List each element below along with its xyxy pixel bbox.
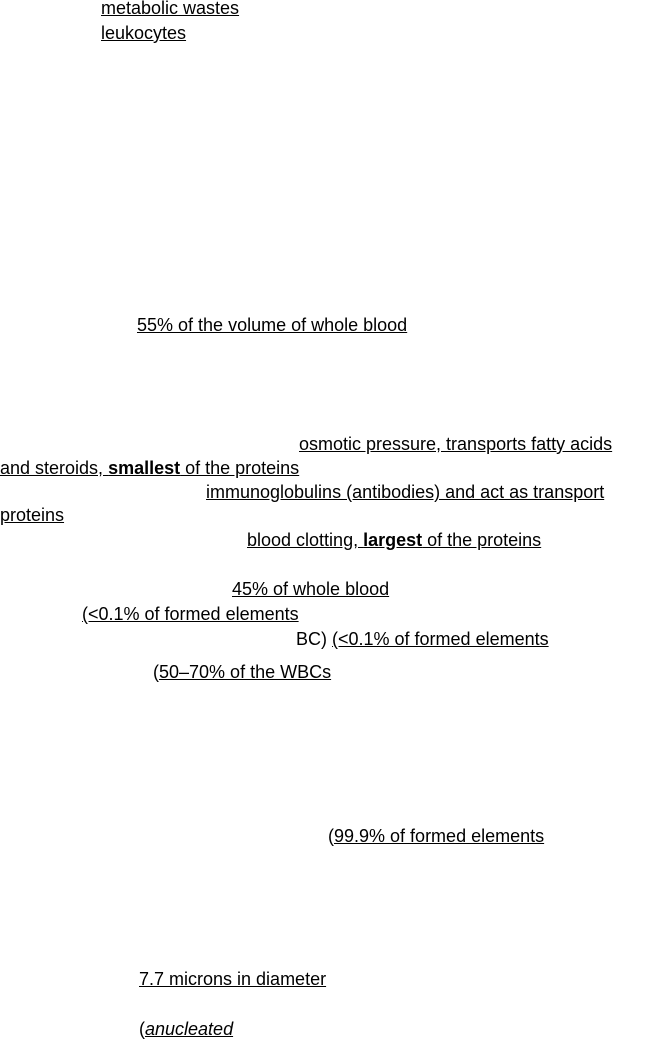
rbc-text: 99.9% of formed elements bbox=[334, 826, 545, 846]
fibrinogen-text-b: of the proteins bbox=[422, 530, 542, 550]
fibrinogen-text-a: blood clotting, bbox=[247, 530, 364, 550]
leukocytes-text: leukocytes bbox=[101, 23, 187, 43]
rbc-line bbox=[328, 824, 544, 848]
fibrinogen-line bbox=[247, 528, 541, 552]
anucleated-paren: ( bbox=[139, 1019, 145, 1039]
metabolic-wastes-text: metabolic wastes bbox=[101, 0, 240, 18]
rbc-paren: ( bbox=[328, 826, 334, 846]
rbc-diameter-text: 7.7 microns in diameter bbox=[139, 969, 327, 989]
largest-emphasis: largest bbox=[363, 530, 423, 550]
anucleated-text: anucleated bbox=[145, 1019, 234, 1039]
wbc-line bbox=[296, 627, 549, 651]
albumin-text-a: and steroids, bbox=[0, 458, 109, 478]
albumin-line-1: osmotic pressure, transports fatty acids bbox=[299, 434, 613, 454]
neutrophils-paren: ( bbox=[153, 662, 159, 682]
albumin-line-2 bbox=[0, 456, 299, 480]
albumin-text-b: of the proteins bbox=[180, 458, 300, 478]
globulin-line-1: immunoglobulins (antibodies) and act as transport bbox=[206, 482, 605, 502]
smallest-emphasis: smallest bbox=[108, 458, 181, 478]
plasma-volume-text: 55% of the volume of whole blood bbox=[137, 315, 408, 335]
anucleated-line bbox=[139, 1017, 233, 1041]
neutrophils-line bbox=[153, 660, 331, 684]
wbc-prefix: BC) bbox=[296, 629, 332, 649]
formed-elements-text: 45% of whole blood bbox=[232, 579, 390, 599]
wbc-text: (<0.1% of formed elements bbox=[332, 629, 549, 649]
neutrophils-text: 50–70% of the WBCs bbox=[159, 662, 332, 682]
platelets-text: (<0.1% of formed elements bbox=[82, 604, 299, 624]
globulin-line-2: proteins bbox=[0, 505, 65, 525]
